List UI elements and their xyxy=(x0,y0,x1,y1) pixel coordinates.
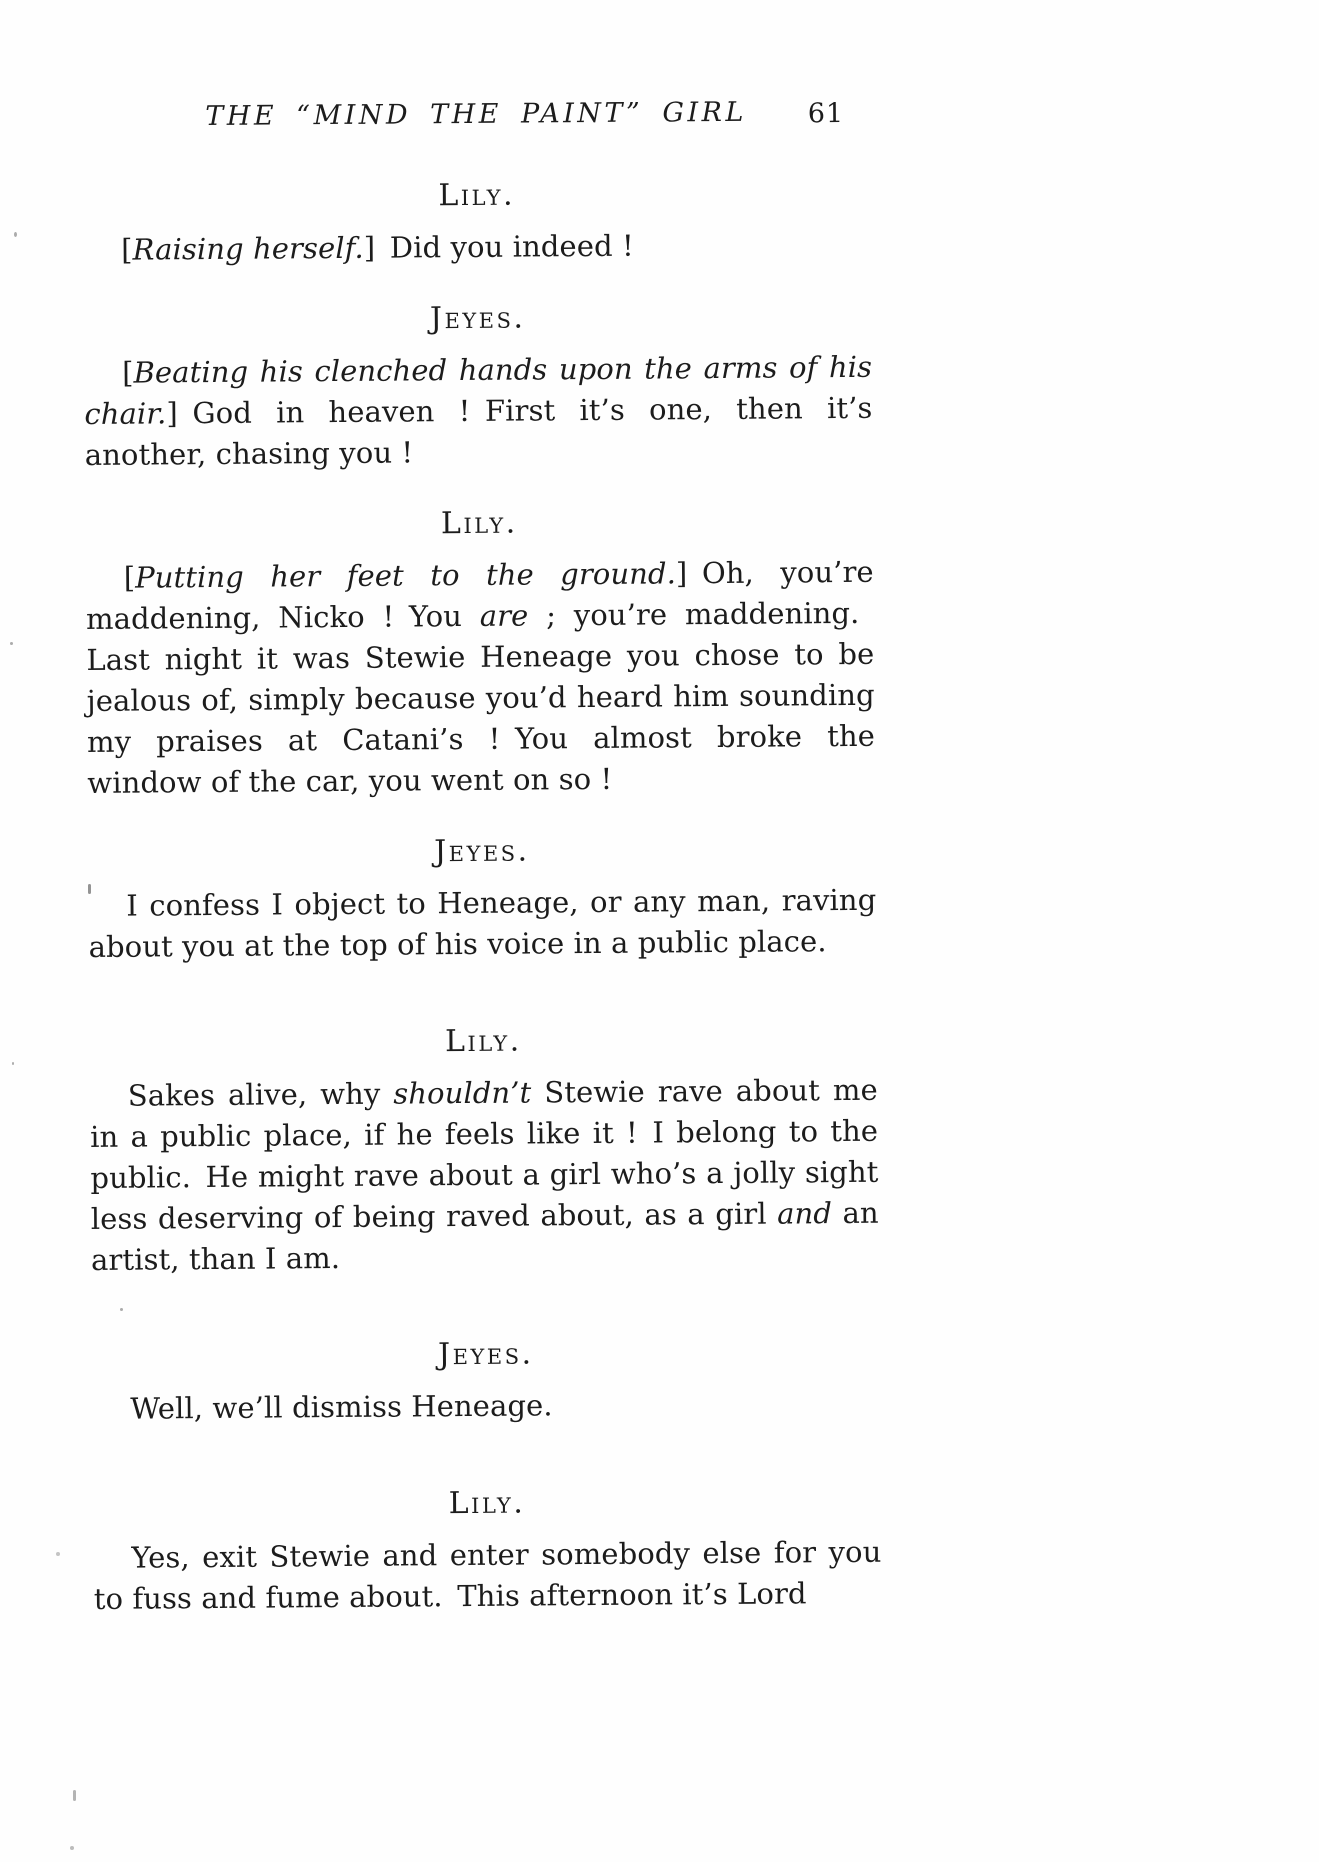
speech-text xyxy=(84,347,873,476)
speech-segment-italic: Beating his clenched hands upon the arms of his chair. xyxy=(84,349,873,431)
speech-segment: ] Oh, you’re maddening, Nicko ! You xyxy=(85,554,874,636)
scan-speck xyxy=(12,1062,14,1065)
scan-speck xyxy=(73,1790,76,1801)
page-content xyxy=(82,96,882,1620)
speech-segment: Well, we’ll dismiss Heneage. xyxy=(130,1388,553,1426)
dialogue-block xyxy=(89,1022,879,1281)
speech-text xyxy=(93,1532,882,1620)
speech-segment: an artist, than I am. xyxy=(90,1195,879,1277)
speech-segment: [ xyxy=(123,560,136,595)
speech-text xyxy=(83,224,871,271)
speech-segment: Sakes alive, why xyxy=(127,1076,394,1113)
running-head xyxy=(82,96,870,138)
dialogue-block xyxy=(93,1484,882,1620)
speech-segment: Stewie rave about me in a public place, if he feels like it ! I belong to the public. He might rave about a girl who’s a jolly sight less deserving of being raved about, as a girl xyxy=(89,1072,879,1236)
speaker-name: Jeyes. xyxy=(437,1336,534,1373)
scan-speck xyxy=(10,642,13,645)
dialogue-block xyxy=(92,1335,881,1430)
speech-segment-italic: are xyxy=(479,598,529,633)
page-number: 61 xyxy=(807,98,845,130)
speaker-name: Lily. xyxy=(444,1023,522,1060)
speech-segment: ] Did you indeed ! xyxy=(363,228,634,265)
speaker-name: Lily. xyxy=(448,1485,526,1522)
speaker-name: Lily. xyxy=(440,505,518,542)
speech-segment-italic: shouldn’t xyxy=(393,1075,532,1111)
dialogue-body xyxy=(83,176,882,1620)
scan-speck xyxy=(14,232,17,237)
speech-segment: [ xyxy=(121,355,134,390)
dialogue-block xyxy=(83,176,872,271)
speech-segment: I confess I object to Heneage, or any man, raving about you at the top of his voice in a public place. xyxy=(88,882,877,964)
speaker-name: Jeyes. xyxy=(434,833,530,870)
speech-text xyxy=(92,1383,880,1430)
speech-text xyxy=(88,880,877,968)
speech-segment: Yes, exit Stewie and enter somebody else for you to fuss and fume about. This afternoon it’s Lord xyxy=(93,1534,882,1616)
speech-text xyxy=(90,1070,880,1281)
scan-speck xyxy=(56,1552,60,1556)
speech-segment-italic: Putting her feet to the ground. xyxy=(135,556,677,595)
scan-speck xyxy=(70,1846,74,1850)
speech-segment: ; you’re maddening. Last night it was Stewie Heneage you chose to be jealous of, simply because you’d heard him sounding my praises at Catani’s ! You almost broke the window of the car, you went on so ! xyxy=(86,595,876,800)
speech-segment: ] God in heaven ! First it’s one, then it’s another, chasing you ! xyxy=(84,390,873,472)
speech-segment-italic: Raising herself. xyxy=(132,230,364,267)
speech-text xyxy=(86,552,876,804)
speaker-name: Jeyes. xyxy=(429,300,526,337)
running-title: THE “MIND THE PAINT” GIRL xyxy=(205,96,747,133)
speaker-name: Lily. xyxy=(438,177,516,214)
speech-segment: [ xyxy=(121,232,133,267)
speech-segment-italic: and xyxy=(777,1196,833,1231)
dialogue-block xyxy=(85,504,875,804)
dialogue-block xyxy=(88,832,877,968)
dialogue-block xyxy=(84,299,873,476)
